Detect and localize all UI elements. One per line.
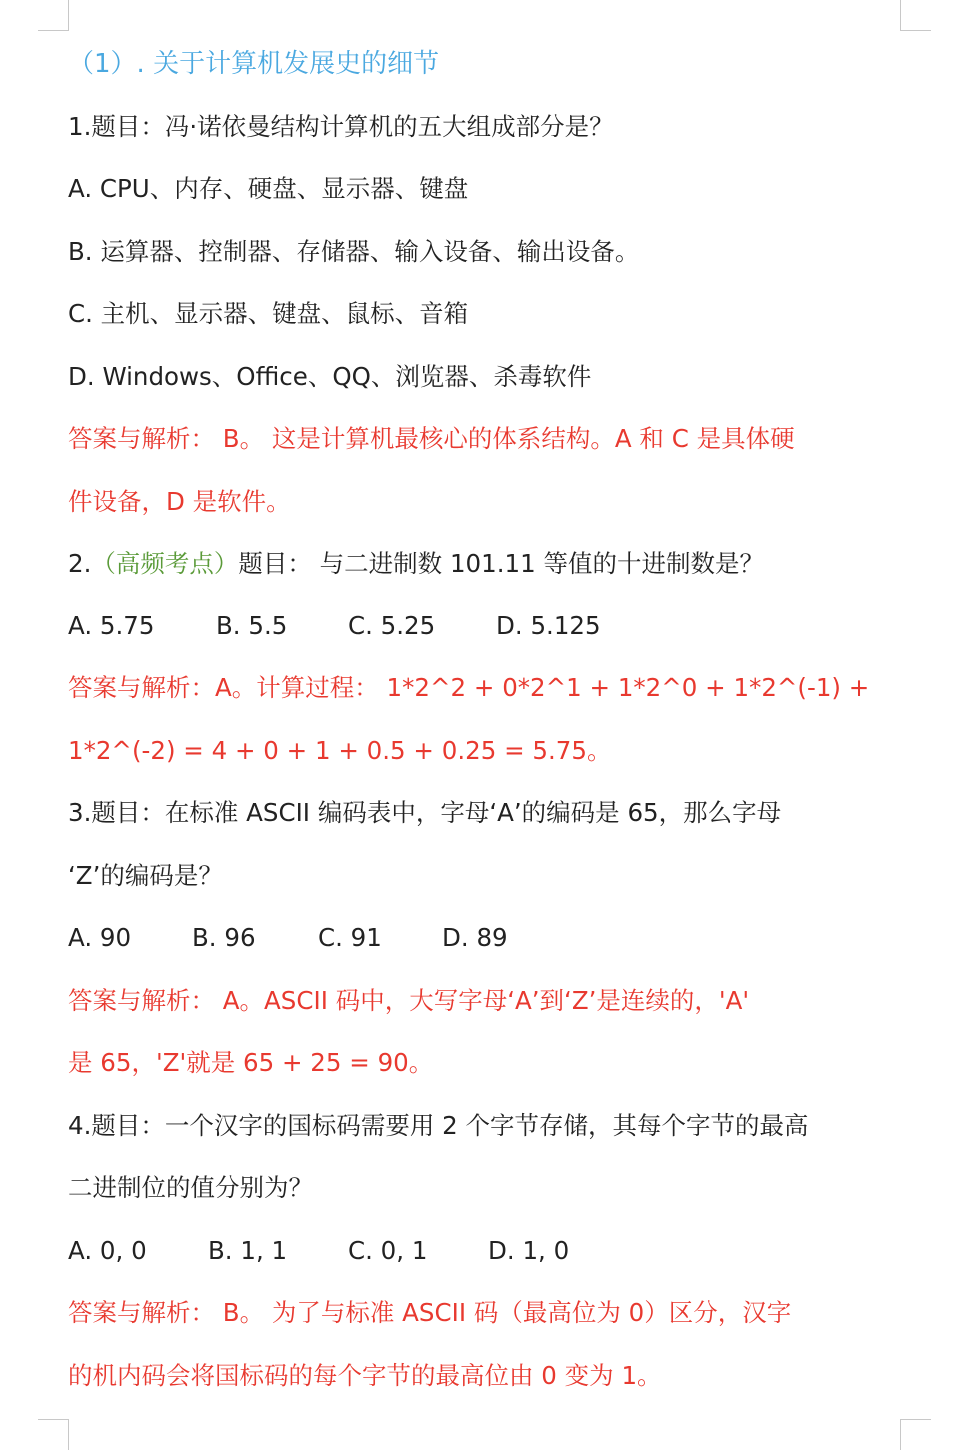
page-corner-mark [900, 1419, 931, 1450]
question-2-answer: 答案与解析：A。计算过程： 1*2^2 + 0*2^1 + 1*2^0 + 1*2^(-1) + [68, 673, 870, 702]
page-corner-mark [38, 1419, 69, 1450]
question-4-answer-cont: 的机内码会将国标码的每个字节的最高位由 0 变为 1。 [68, 1361, 662, 1390]
question-3-option-c: C. 91 [318, 923, 382, 952]
question-1-answer-cont: 件设备，D 是软件。 [68, 487, 291, 516]
question-3-option-b: B. 96 [192, 923, 256, 952]
question-4-options [68, 1233, 569, 1269]
question-4-option-b: B. 1, 1 [208, 1236, 288, 1265]
question-3-stem-cont: ‘Z’的编码是？ [68, 861, 223, 890]
question-2-option-c: C. 5.25 [348, 611, 436, 640]
question-3-answer-cont: 是 65，'Z'就是 65 + 25 = 90。 [68, 1048, 434, 1077]
question-4-stem-cont: 二进制位的值分别为？ [68, 1173, 313, 1202]
question-1-option-c: C. 主机、显示器、键盘、鼠标、音箱 [68, 299, 469, 328]
question-4-option-d: D. 1, 0 [488, 1236, 570, 1265]
question-2-option-d: D. 5.125 [496, 611, 601, 640]
question-2-tag: （高频考点） [91, 549, 239, 578]
question-4-stem: 4.题目：一个汉字的国标码需要用 2 个字节存储，其每个字节的最高 [68, 1111, 809, 1140]
question-1-stem: 1.题目：冯·诺依曼结构计算机的五大组成部分是？ [68, 112, 614, 141]
question-2-answer-cont: 1*2^(-2) = 4 + 0 + 1 + 0.5 + 0.25 = 5.75。 [68, 736, 612, 765]
page-corner-mark [38, 0, 69, 31]
question-3-answer: 答案与解析： A。ASCII 码中，大写字母‘A’到‘Z’是连续的，'A' [68, 986, 750, 1015]
page-corner-mark [900, 0, 931, 31]
question-4-option-c: C. 0, 1 [348, 1236, 428, 1265]
question-4-option-a: A. 0, 0 [68, 1236, 147, 1265]
question-2-option-b: B. 5.5 [216, 611, 288, 640]
question-2-options [68, 608, 601, 644]
question-1-option-b: B. 运算器、控制器、存储器、输入设备、输出设备。 [68, 237, 640, 266]
question-2-stem [68, 546, 764, 582]
question-2-option-a: A. 5.75 [68, 611, 155, 640]
question-3-option-a: A. 90 [68, 923, 132, 952]
question-3-options [68, 920, 508, 956]
question-3-option-d: D. 89 [442, 923, 508, 952]
question-1-option-a: A. CPU、内存、硬盘、显示器、键盘 [68, 174, 469, 203]
question-1-answer: 答案与解析： B。 这是计算机最核心的体系结构。A 和 C 是具体硬 [68, 424, 795, 453]
question-2-number: 2. [68, 549, 92, 578]
question-2-text: 题目： 与二进制数 101.11 等值的十进制数是？ [238, 549, 764, 578]
question-1-option-d: D. Windows、Office、QQ、浏览器、杀毒软件 [68, 362, 592, 391]
question-3-stem: 3.题目：在标准 ASCII 编码表中，字母‘A’的编码是 65，那么字母 [68, 798, 782, 827]
question-4-answer: 答案与解析： B。 为了与标准 ASCII 码（最高位为 0）区分，汉字 [68, 1298, 792, 1327]
section-title: （1）. 关于计算机发展史的细节 [68, 49, 440, 79]
